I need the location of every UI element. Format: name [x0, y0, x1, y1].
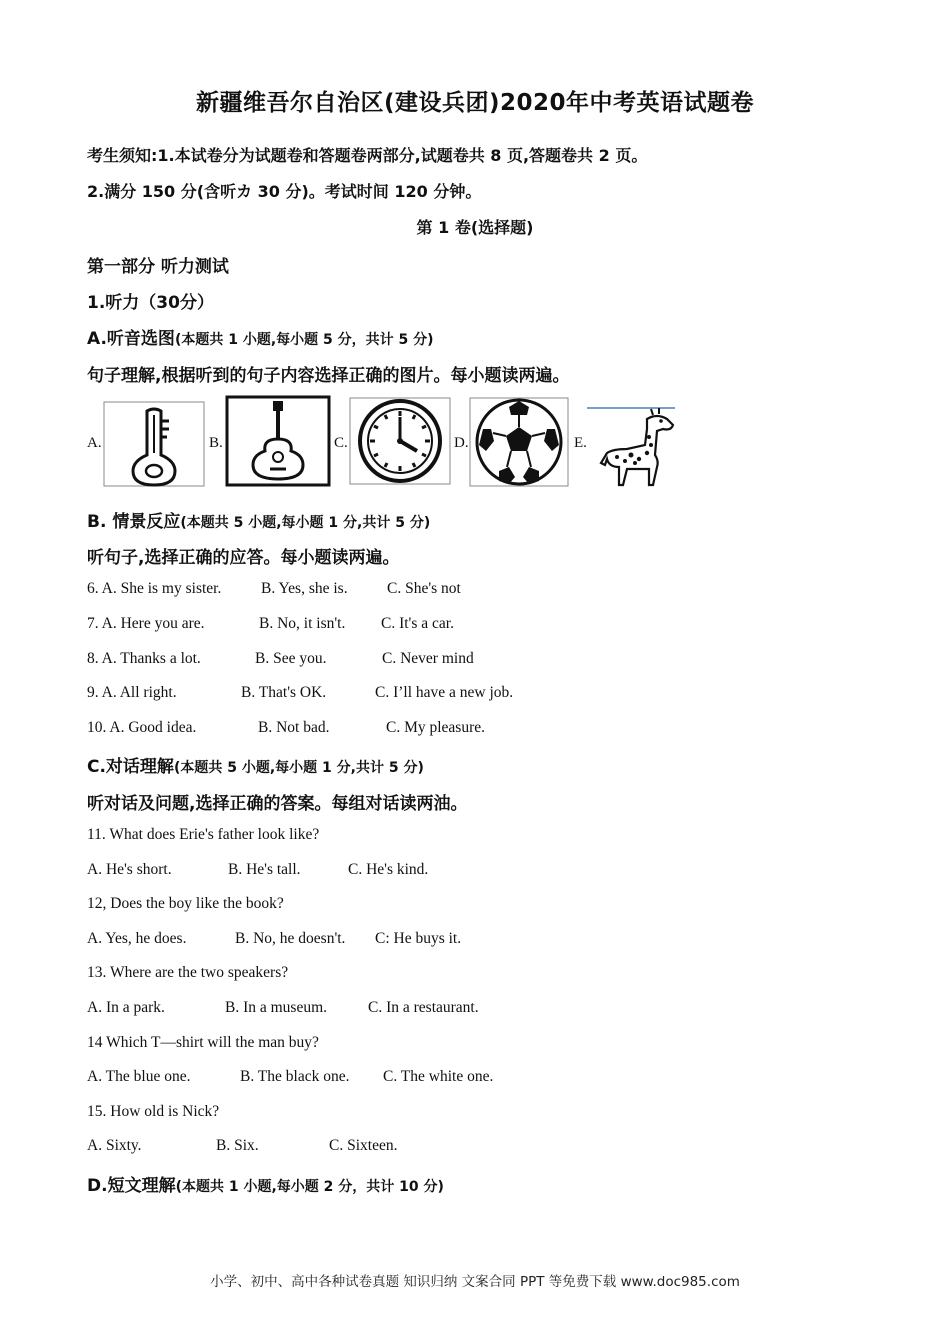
- question-11-text: 11. What does Erie's father look like?: [87, 826, 320, 843]
- option-c: C. In a restaurant.: [368, 999, 479, 1016]
- section-d-title: D.短文理解: [87, 1176, 176, 1196]
- section-d-heading: [87, 1171, 444, 1196]
- question-14-text: 14 Which T—shirt will the man buy?: [87, 1034, 319, 1051]
- option-c: C. It's a car.: [381, 615, 454, 632]
- part-heading: 第一部分 听力测试: [87, 257, 229, 277]
- section-a-heading: [87, 324, 434, 349]
- section-a-note: (本题共 1 小题,每小题 5 分，共计 5 分): [174, 332, 434, 348]
- guitar-icon: [225, 395, 331, 487]
- page-title: 新疆维吾尔自治区(建设兵团)2020年中考英语试题卷: [195, 90, 755, 116]
- section-b-note: (本题共 5 小题,每小题 1 分,共计 5 分): [180, 515, 431, 531]
- key-icon: [103, 401, 205, 487]
- section-c-heading: [87, 752, 424, 777]
- section-b-heading: [87, 507, 430, 532]
- section-a-instruction: 句子理解,根据听到的句子内容选择正确的图片。每小题读两遍。: [87, 366, 570, 386]
- option-label-a: A.: [87, 435, 102, 451]
- option-c: C. My pleasure.: [386, 719, 486, 736]
- section-d-note: (本题共 1 小题,每小题 2 分，共计 10 分): [175, 1179, 444, 1195]
- clock-icon: [349, 397, 451, 485]
- option-a: A. He's short.: [87, 861, 172, 878]
- section-b-title: B. 情景反应: [87, 512, 181, 532]
- page-footer: 小学、初中、高中各种试卷真题 知识归纳 文案合同 PPT 等免费下载 www.doc985.com: [210, 1274, 740, 1290]
- option-b: B. The black one.: [240, 1068, 350, 1085]
- option-b: B. In a museum.: [225, 999, 328, 1016]
- option-a: 8. A. Thanks a lot.: [87, 650, 201, 667]
- option-b: B. No, he doesn't.: [235, 930, 346, 947]
- option-c: C. He's kind.: [348, 861, 429, 878]
- option-label-b: B.: [209, 435, 223, 451]
- section-b-instruction: 听句子,选择正确的应答。每小题读两遍。: [87, 548, 400, 568]
- option-a: A. Yes, he does.: [87, 930, 187, 947]
- section-c-note: (本题共 5 小题,每小题 1 分,共计 5 分): [173, 760, 424, 776]
- option-c: C: He buys it.: [375, 930, 462, 947]
- question-13-text: 13. Where are the two speakers?: [87, 964, 289, 981]
- listening-heading: 1.听力（30分）: [87, 293, 214, 313]
- option-b: B. No, it isn't.: [259, 615, 346, 632]
- option-a: A. The blue one.: [87, 1068, 191, 1085]
- question-12-text: 12, Does the boy like the book?: [87, 895, 284, 912]
- option-b: B. Yes, she is.: [261, 580, 348, 597]
- giraffe-icon: [587, 405, 677, 487]
- soccer-ball-icon: [469, 397, 569, 487]
- notice-line-2: 2.满分 150 分(含听カ 30 分)。考试时间 120 分钟。: [87, 182, 482, 201]
- option-a: A. Sixty.: [87, 1137, 142, 1154]
- option-b: B. He's tall.: [228, 861, 301, 878]
- option-label-d: D.: [454, 435, 469, 451]
- picture-options: [87, 395, 687, 490]
- option-a: 10. A. Good idea.: [87, 719, 197, 736]
- option-a: A. In a park.: [87, 999, 165, 1016]
- section-a-title: A.听音选图: [87, 329, 175, 349]
- option-b: B. See you.: [255, 650, 327, 667]
- option-label-c: C.: [334, 435, 348, 451]
- option-a: 7. A. Here you are.: [87, 615, 205, 632]
- question-15-text: 15. How old is Nick?: [87, 1103, 220, 1120]
- option-b: B. Six.: [216, 1137, 259, 1154]
- option-a: 9. A. All right.: [87, 684, 177, 701]
- option-c: C. I’ll have a new job.: [375, 684, 514, 701]
- volume-heading: 第 1 卷(选择题): [416, 218, 534, 237]
- option-c: C. Never mind: [382, 650, 474, 667]
- option-c: C. The white one.: [383, 1068, 494, 1085]
- option-label-e: E.: [574, 435, 587, 451]
- notice-line-1: 考生须知:1.本试卷分为试题卷和答题卷两部分,试题卷共 8 页,答题卷共 2 页。: [87, 146, 648, 165]
- option-c: C. She's not: [387, 580, 461, 597]
- option-a: 6. A. She is my sister.: [87, 580, 222, 597]
- option-b: B. That's OK.: [241, 684, 327, 701]
- option-c: C. Sixteen.: [329, 1137, 398, 1154]
- section-c-instruction: 听对话及问题,选择正确的答案。每组对话读两油。: [87, 794, 468, 814]
- option-b: B. Not bad.: [258, 719, 330, 736]
- section-c-title: C.对话理解: [87, 757, 174, 777]
